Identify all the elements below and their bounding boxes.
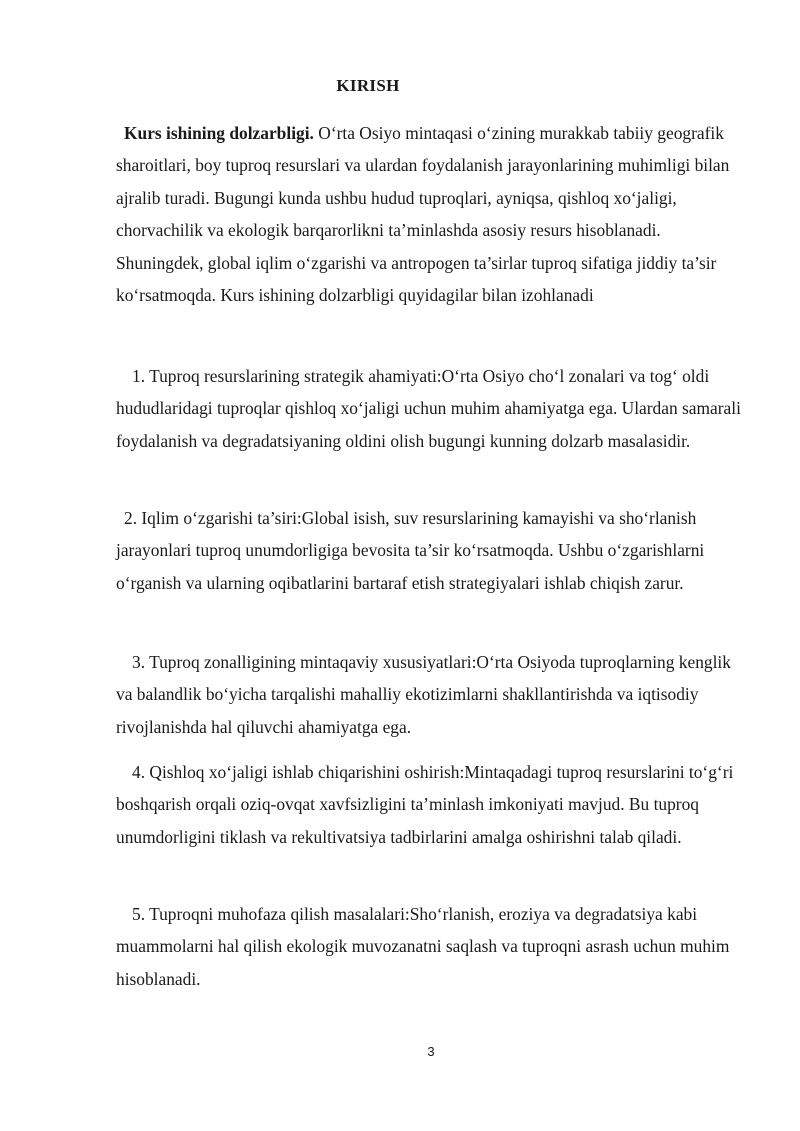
list-item: 2. Iqlim o‘zgarishi ta’siri:Global isish, suv resurslarining kamayishi va sho‘rlanish jarayonlari tuproq unumdorligiga bevosita ta’sir ko‘rsatmoqda. Ushbu o‘zgarishlarni o‘rganish va ularning oqibatlarini bartaraf etish strategiyalari ishlab chiqish zarur. — [116, 508, 705, 593]
list-item: 5. Tuproqni muhofaza qilish masalalari:Sho‘rlanish, eroziya va degradatsiya kabi muammolarni hal qilish ekologik muvozanatni saqlash va tuproqni asrash uchun muhim hisoblanadi. — [116, 904, 730, 989]
page-number: 3 — [427, 1044, 435, 1059]
intro-lead: Kurs ishining dolzarbligi. — [124, 123, 314, 143]
page-title: KIRISH — [336, 76, 400, 95]
intro-paragraph — [116, 117, 746, 311]
list-item: 4. Qishloq xo‘jaligi ishlab chiqarishini oshirish:Mintaqadagi tuproq resurslarini to‘g‘ri boshqarish orqali oziq-ovqat xavfsizligini ta’minlash imkoniyati mavjud. Bu tuproq unumdorligini tiklash va rekultivatsiya tadbirlarini amalga oshirishni talab qiladi. — [116, 762, 734, 847]
intro-text: O‘rta Osiyo mintaqasi o‘zining murakkab tabiiy geografik sharoitlari, boy tuproq resurslari va ulardan foydalanish jarayonlarining muhimligi bilan ajralib turadi. Bugungi kunda ushbu hudud tuproqlari, ayniqsa, qishloq xo‘jaligi, chorvachilik va ekologik barqarorlikni ta’minlashda asosiy resurs hisoblanadi. Shuningdek, global iqlim o‘zgarishi va antropogen ta’sirlar tuproq sifatiga jiddiy ta’sir ko‘rsatmoqda. Kurs ishining dolzarbligi quyidagilar bilan izohlanadi — [116, 123, 730, 306]
list-item: 1. Tuproq resurslarining strategik ahamiyati:O‘rta Osiyo cho‘l zonalari va tog‘ oldi hududlaridagi tuproqlar qishloq xo‘jaligi uchun muhim ahamiyatga ega. Ulardan samarali foydalanish va degradatsiyaning oldini olish bugungi kunning dolzarb masalasidir. — [116, 366, 741, 451]
list-item: 3. Tuproq zonalligining mintaqaviy xususiyatlari:O‘rta Osiyoda tuproqlarning kenglik va balandlik bo‘yicha tarqalishi mahalliy ekotizimlarni shakllantirishda va iqtisodiy rivojlanishda hal qiluvchi ahamiyatga ega. — [116, 652, 731, 737]
